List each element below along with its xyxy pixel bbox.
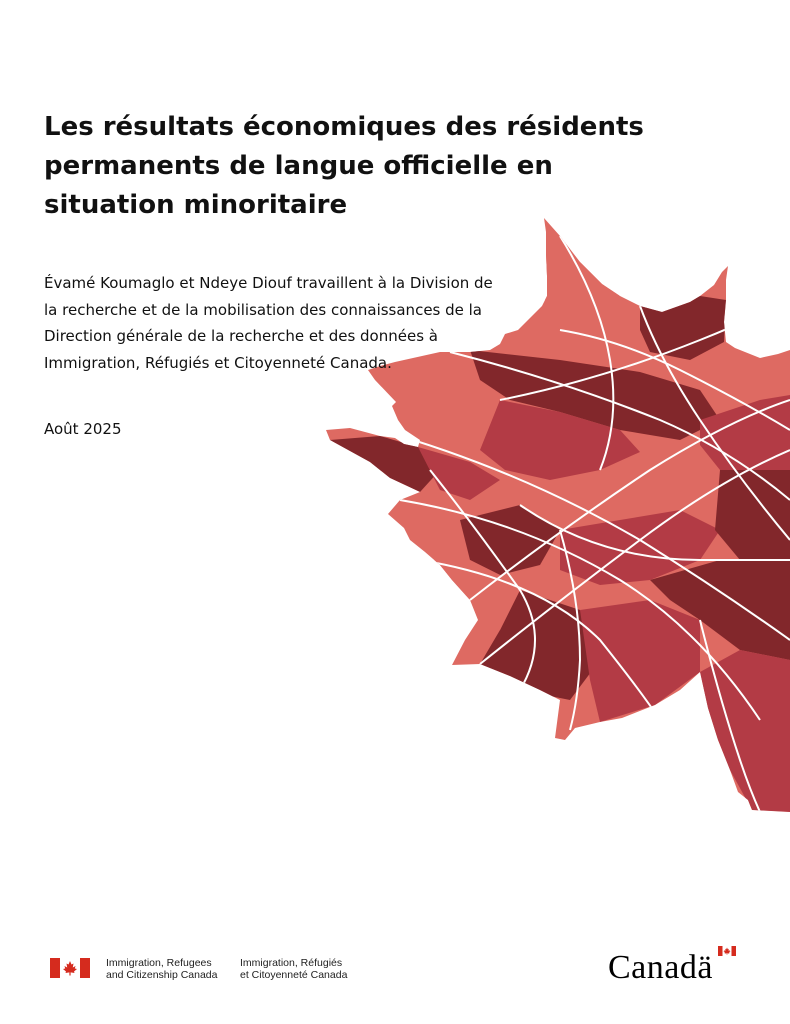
canada-wordmark — [608, 944, 738, 988]
department-name-en — [106, 957, 218, 981]
canada-flag-icon — [50, 958, 90, 978]
department-fr-line2: et Citoyenneté Canada — [240, 969, 348, 981]
department-en-line1: Immigration, Refugees — [106, 957, 212, 969]
footer — [0, 940, 790, 1000]
publication-date: Août 2025 — [44, 420, 122, 438]
wordmark-flag-icon — [718, 946, 736, 956]
department-fr-line1: Immigration, Réfugiés — [240, 957, 343, 969]
department-en-line2: and Citizenship Canada — [106, 969, 218, 981]
document-title: Les résultats économiques des résidents permanents de langue officielle en situation minoritaire — [44, 112, 644, 220]
department-name-fr — [240, 957, 347, 981]
wordmark-text: Canadä — [608, 949, 713, 986]
authors-note: Évamé Koumaglo et Ndeye Diouf travaillent à la Division de la recherche et de la mobilisation des connaissances de la Direction générale de la recherche et des données à Immigration, Réfugiés et Citoyenneté Canada. — [44, 274, 493, 372]
